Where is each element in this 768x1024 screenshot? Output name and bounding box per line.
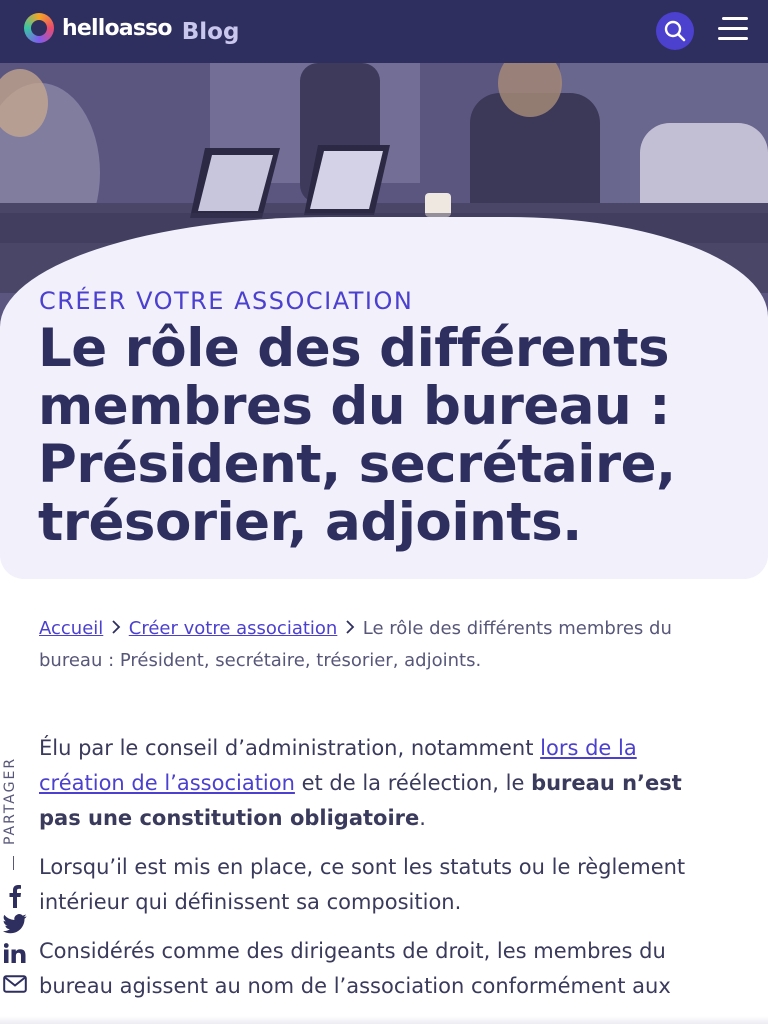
facebook-share-button[interactable] [3, 884, 27, 908]
breadcrumb-current: Le rôle des différents membres du bureau : Président, secrétaire, trésorier, adjoints. [39, 618, 672, 671]
twitter-share-button[interactable] [3, 912, 27, 936]
search-button[interactable] [656, 12, 694, 50]
linkedin-icon [4, 943, 26, 963]
blog-label[interactable]: Blog [181, 19, 240, 45]
logo-ring-icon [24, 13, 54, 43]
chevron-right-icon [343, 613, 357, 645]
menu-line [722, 17, 748, 20]
paragraph-text: . [419, 806, 426, 830]
search-icon [664, 20, 686, 42]
top-navigation-bar [0, 0, 768, 63]
facebook-icon [8, 884, 22, 908]
article-body [39, 731, 729, 1018]
helloasso-logo[interactable] [24, 11, 239, 45]
chevron-right-icon [109, 613, 123, 645]
breadcrumb-home-link[interactable]: Accueil [39, 618, 104, 639]
article-paragraph [39, 731, 729, 836]
creation-association-link[interactable]: lors de la création de l’association [39, 736, 637, 795]
logo-text: helloasso [62, 15, 172, 41]
breadcrumb-category-link[interactable]: Créer votre association [128, 618, 338, 639]
email-icon [3, 975, 27, 993]
paragraph-text: et de la réélection, le [294, 771, 532, 795]
paragraph-text: Élu par le conseil d’administration, notamment [39, 736, 541, 760]
article-paragraph: Considérés comme des dirigeants de droit, les membres du bureau agissent au nom de l’association conformément aux [39, 939, 671, 998]
menu-line [718, 37, 748, 40]
hamburger-menu-button[interactable] [718, 17, 748, 43]
breadcrumb [39, 613, 729, 677]
page-title: Le rôle des différents membres du bureau : Président, secrétaire, trésorier, adjoints. [38, 318, 676, 553]
article-category[interactable]: CRÉER VOTRE ASSOCIATION [39, 287, 414, 315]
page-bottom-edge [0, 1016, 768, 1024]
share-divider [13, 856, 14, 870]
twitter-icon [3, 914, 27, 934]
article-paragraph: Lorsqu’il est mis en place, ce sont les statuts ou le règlement intérieur qui définissent sa composition. [39, 855, 686, 914]
menu-line [718, 27, 748, 30]
paragraph-bold-text: bureau n’est pas une constitution obligatoire [39, 771, 682, 830]
share-label: PARTAGER [2, 756, 18, 845]
email-share-button[interactable] [3, 972, 27, 996]
linkedin-share-button[interactable] [3, 941, 27, 965]
